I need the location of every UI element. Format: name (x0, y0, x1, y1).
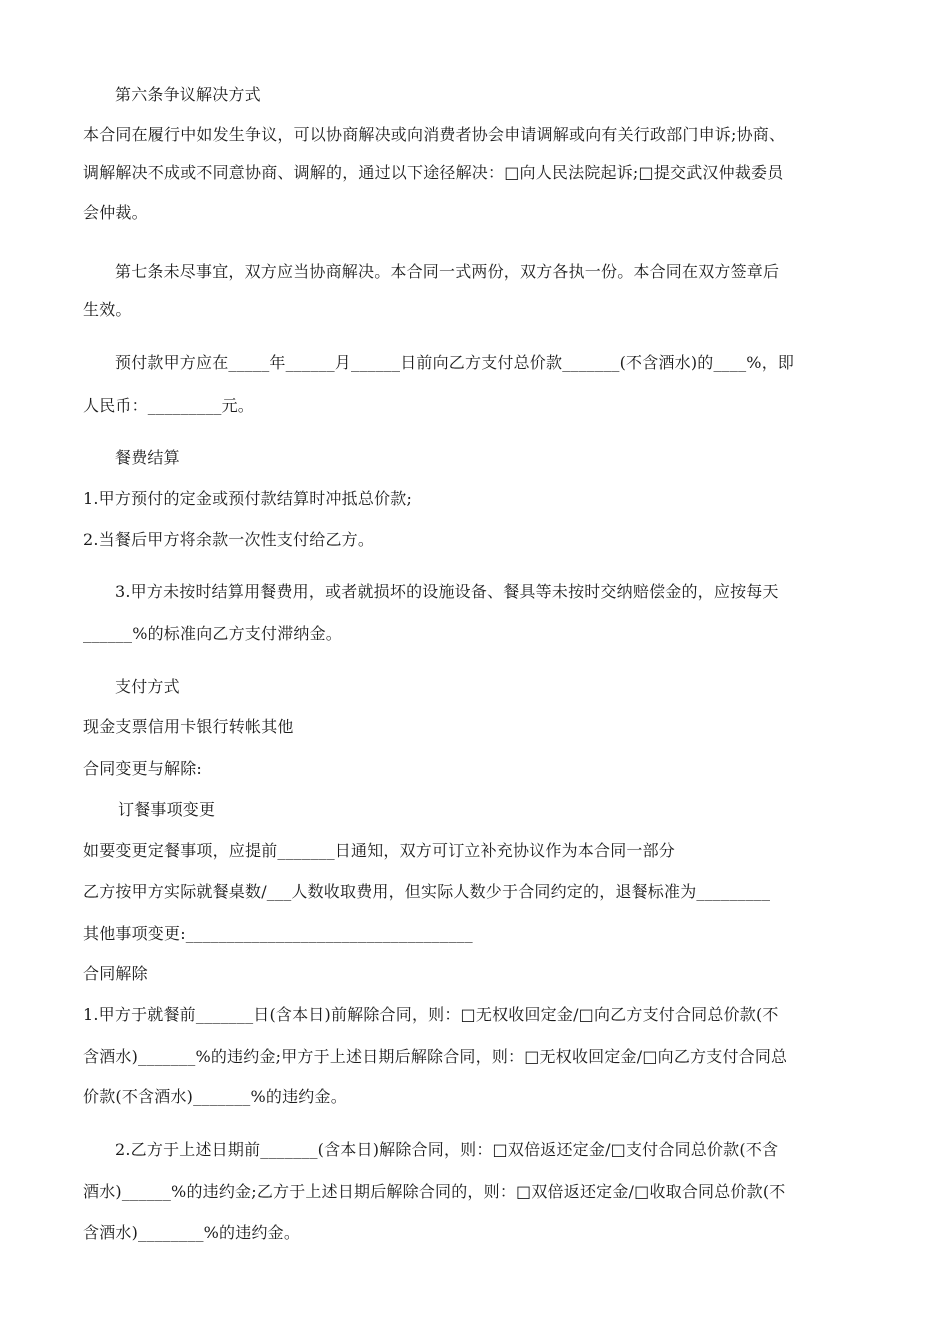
paragraph-line: 本合同在履行中如发生争议，可以协商解决或向消费者协会申请调解或向有关行政部门申诉;协商、 (83, 125, 786, 144)
paragraph-line: 其他事项变更:___________________________________ (83, 924, 473, 943)
paragraph-line: 第七条未尽事宜，双方应当协商解决。本合同一式两份，双方各执一份。本合同在双方签章后 (115, 262, 780, 281)
list-item: 3.甲方未按时结算用餐费用，或者就损坏的设施设备、餐具等未按时交纳赔偿金的，应按每天 (115, 582, 779, 601)
paragraph-line: 酒水)______%的违约金;乙方于上述日期后解除合同的，则：□双倍返还定金/□收取合同总价款(不 (83, 1182, 786, 1201)
heading-contract-termination: 合同解除 (83, 964, 148, 983)
paragraph-line: ______%的标准向乙方支付滞纳金。 (83, 624, 343, 643)
paragraph-line: 乙方按甲方实际就餐桌数/___人数收取费用，但实际人数少于合同约定的，退餐标准为_________ (83, 882, 771, 901)
paragraph-line: 价款(不含酒水)_______%的违约金。 (83, 1087, 347, 1106)
list-item: 2.乙方于上述日期前_______(含本日)解除合同，则：□双倍返还定金/□支付合同总价款(不含 (115, 1140, 779, 1159)
paragraph-line: 含酒水)_______%的违约金;甲方于上述日期后解除合同，则：□无权收回定金/□向乙方支付合同总 (83, 1047, 788, 1066)
heading-meal-settlement: 餐费结算 (115, 448, 180, 467)
paragraph-line: 调解解决不成或不同意协商、调解的，通过以下途径解决：□向人民法院起诉;□提交武汉仲裁委员 (83, 163, 784, 182)
heading-order-change: 订餐事项变更 (118, 800, 216, 819)
paragraph-line: 现金支票信用卡银行转帐其他 (83, 717, 294, 736)
heading-contract-change: 合同变更与解除: (83, 759, 202, 778)
paragraph-line: 如要变更定餐事项，应提前_______日通知，双方可订立补充协议作为本合同一部分 (83, 841, 676, 860)
list-item: 1.甲方预付的定金或预付款结算时冲抵总价款; (83, 489, 413, 508)
paragraph-line: 含酒水)________%的违约金。 (83, 1223, 301, 1242)
paragraph-line: 会仲裁。 (83, 203, 148, 222)
list-item: 2.当餐后甲方将余款一次性支付给乙方。 (83, 530, 375, 549)
paragraph-line: 人民币：_________元。 (83, 396, 255, 415)
list-item: 1.甲方于就餐前_______日(含本日)前解除合同，则：□无权收回定金/□向乙方支付合同总价款(不 (83, 1005, 779, 1024)
paragraph-line: 预付款甲方应在_____年______月______日前向乙方支付总价款_______(不含酒水)的____%，即 (115, 353, 795, 372)
heading-article-6: 第六条争议解决方式 (115, 85, 261, 104)
paragraph-line: 生效。 (83, 300, 132, 319)
heading-payment-method: 支付方式 (115, 677, 180, 696)
